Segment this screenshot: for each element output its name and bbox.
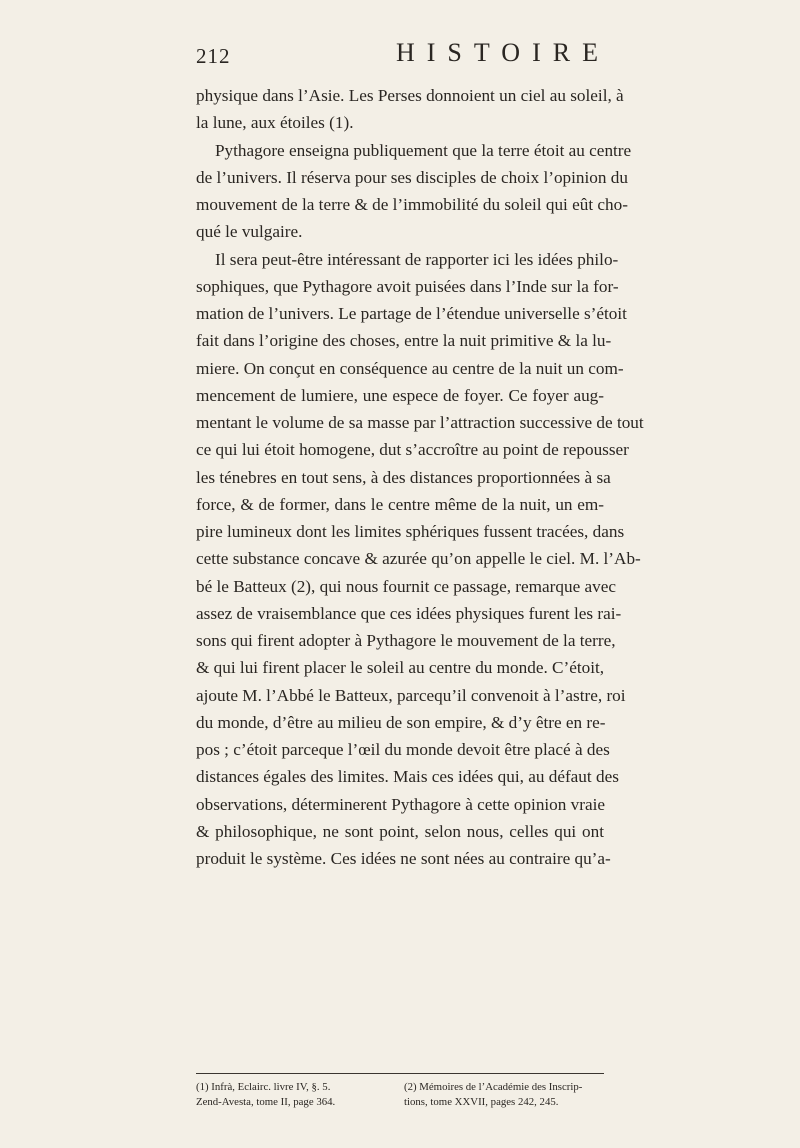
page-header — [196, 38, 610, 74]
text-line: miere. On conçut en conséquence au centre de la nuit un com- — [196, 358, 624, 378]
text-line: physique dans l’Asie. Les Perses donnoient un ciel au soleil, à — [196, 86, 624, 105]
text-line: les ténebres en tout sens, à des distances proportionnées à sa — [196, 467, 611, 487]
footnote-line: (1) Infrà, Eclairc. livre IV, §. 5. — [196, 1081, 331, 1093]
footnote-rule — [196, 1073, 604, 1074]
text-line: Il sera peut-être intéressant de rapporter ici les idées philo- — [215, 249, 619, 269]
text-line: qué le vulgaire. — [196, 222, 303, 242]
text-line: mation de l’univers. Le partage de l’étendue universelle s’étoit — [196, 304, 627, 323]
text-line: produit le système. Ces idées ne sont nées au contraire qu’a- — [196, 849, 611, 868]
text-line: mencement de lumiere, une espece de foyer. Ce foyer aug- — [196, 385, 604, 405]
text-line: du monde, d’être au milieu de son empire, & d’y être en re- — [196, 712, 606, 732]
page-number: 212 — [196, 44, 231, 68]
text-line: pos ; c’étoit parceque l’œil du monde devoit être placé à des — [196, 740, 610, 759]
text-line: pire lumineux dont les limites sphériques fussent tracées, dans — [196, 522, 625, 541]
footnote-line: (2) Mémoires de l’Académie des Inscrip- — [404, 1081, 583, 1093]
text-line: la lune, aux étoiles (1). — [196, 113, 354, 133]
text-line: mouvement de la terre & de l’immobilité du soleil qui eût cho- — [196, 195, 628, 214]
text-line: sons qui firent adopter à Pythagore le mouvement de la terre, — [196, 631, 616, 650]
footnote-line: tions, tome XXVII, pages 242, 245. — [404, 1096, 559, 1108]
text-line: mentant le volume de sa masse par l’attraction successive de tout — [196, 413, 644, 432]
text-line: fait dans l’origine des choses, entre la nuit primitive & la lu- — [196, 331, 612, 351]
text-line: & philosophique, ne sont point, selon nous, celles qui ont — [196, 821, 604, 841]
footnote-line: Zend-Avesta, tome II, page 364. — [196, 1096, 336, 1108]
text-line: observations, déterminerent Pythagore à cette opinion vraie — [196, 794, 606, 814]
text-line: force, & de former, dans le centre même de la nuit, un em- — [196, 494, 604, 514]
text-line: Pythagore enseigna publiquement que la terre étoit au centre — [215, 140, 632, 160]
text-line: assez de vraisemblance que ces idées physiques furent les rai- — [196, 603, 622, 623]
body-text — [196, 82, 644, 872]
footnote-2 — [404, 1080, 604, 1110]
running-head: HISTOIRE — [396, 38, 610, 67]
text-line: & qui lui firent placer le soleil au centre du monde. C’étoit, — [196, 658, 605, 678]
text-line: distances égales des limites. Mais ces idées qui, au défaut des — [196, 767, 619, 787]
text-line: cette substance concave & azurée qu’on appelle le ciel. M. l’Ab- — [196, 549, 641, 569]
text-line: sophiques, que Pythagore avoit puisées dans l’Inde sur la for- — [196, 276, 619, 296]
text-line: ce qui lui étoit homogene, dut s’accroître au point de repousser — [196, 440, 629, 460]
text-line: ajoute M. l’Abbé le Batteux, parcequ’il convenoit à l’astre, roi — [196, 685, 626, 705]
footnote-1 — [196, 1080, 394, 1110]
text-line: de l’univers. Il réserva pour ses disciples de choix l’opinion du — [196, 167, 628, 187]
text-line: bé le Batteux (2), qui nous fournit ce passage, remarque avec — [196, 576, 616, 596]
